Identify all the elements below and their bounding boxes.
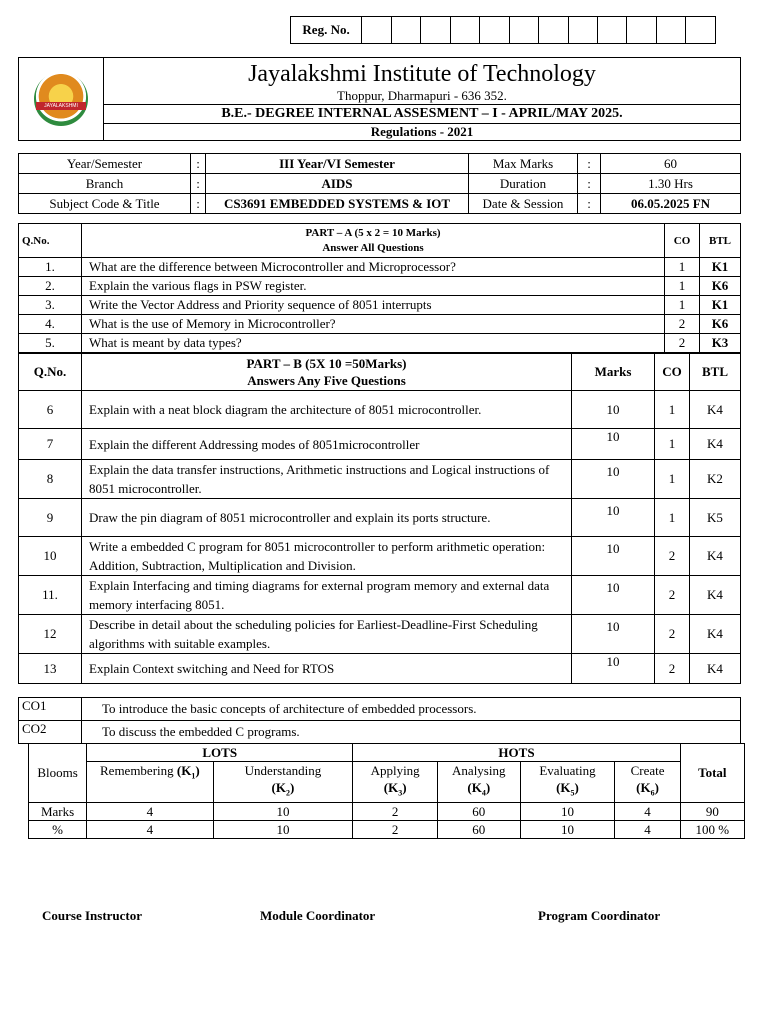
duration-value: 1.30 Hrs <box>601 174 741 194</box>
question-text: Explain Interfacing and timing diagrams for external program memory and external data memory interfacing 8051. <box>82 576 572 615</box>
question-marks: 10 <box>572 537 655 576</box>
question-btl: K5 <box>690 499 741 537</box>
question-btl: K6 <box>700 277 741 296</box>
question-btl: K4 <box>690 537 741 576</box>
percent-row-label: % <box>29 820 87 838</box>
question-co: 2 <box>655 576 690 615</box>
institute-logo <box>34 72 88 126</box>
question-text: What is the use of Memory in Microcontroller? <box>82 315 665 334</box>
logo-cell <box>19 58 104 141</box>
table-row <box>19 576 741 615</box>
subject-label: Subject Code & Title <box>19 194 191 214</box>
level-create: Create $(K_6)$ <box>615 762 680 803</box>
table-row <box>19 334 741 353</box>
reg-no-box <box>290 16 716 44</box>
question-number: 11. <box>19 576 82 615</box>
question-text: Explain with a neat block diagram the architecture of 8051 microcontroller. <box>82 391 572 429</box>
percent-total: 100 % <box>680 820 744 838</box>
table-row <box>29 802 745 820</box>
lots-header: LOTS <box>87 744 353 762</box>
level-applying: Applying $(K_3)$ <box>353 762 438 803</box>
year-value: III Year/VI Semester <box>206 154 469 174</box>
co-code: CO2 <box>19 721 82 744</box>
question-text: What is meant by data types? <box>82 334 665 353</box>
table-row <box>29 820 745 838</box>
level-evaluating: Evaluating $(K_5)$ <box>520 762 615 803</box>
question-text: Explain the different Addressing modes of 8051microcontroller <box>82 429 572 460</box>
question-btl: K6 <box>700 315 741 334</box>
marks-header: Marks <box>572 354 655 391</box>
percent-cell: 2 <box>353 820 438 838</box>
question-number: 10 <box>19 537 82 576</box>
question-btl: K4 <box>690 391 741 429</box>
percent-cell: 4 <box>87 820 213 838</box>
colon: : <box>191 154 206 174</box>
question-btl: K1 <box>700 296 741 315</box>
total-header: Total <box>680 744 744 803</box>
regulations: Regulations - 2021 <box>104 124 741 141</box>
logo-text: JAYALAKSHMI <box>36 102 86 110</box>
question-number: 12 <box>19 615 82 654</box>
marks-cell: 4 <box>87 802 213 820</box>
max-marks-value: 60 <box>601 154 741 174</box>
question-number: 7 <box>19 429 82 460</box>
marks-total: 90 <box>680 802 744 820</box>
question-co: 2 <box>665 334 700 353</box>
question-text: Explain Context switching and Need for RTOS <box>82 654 572 684</box>
reg-digit-box[interactable] <box>568 17 597 44</box>
table-row <box>19 315 741 334</box>
question-marks: 10 <box>572 499 655 537</box>
question-btl: K4 <box>690 615 741 654</box>
question-text: Write a embedded C program for 8051 microcontroller to perform arithmetic operation: Addition, Subtraction, Multiplication and Division. <box>82 537 572 576</box>
btl-header: BTL <box>690 354 741 391</box>
question-number: 5. <box>19 334 82 353</box>
reg-digit-box[interactable] <box>480 17 509 44</box>
question-number: 1. <box>19 258 82 277</box>
question-btl: K1 <box>700 258 741 277</box>
reg-digit-box[interactable] <box>421 17 450 44</box>
percent-cell: 10 <box>213 820 353 838</box>
table-row <box>19 537 741 576</box>
table-row <box>19 698 741 721</box>
subject-value: CS3691 EMBEDDED SYSTEMS & IOT <box>206 194 469 214</box>
colon: : <box>191 174 206 194</box>
co-code: CO1 <box>19 698 82 721</box>
table-row <box>19 499 741 537</box>
question-btl: K4 <box>690 576 741 615</box>
marks-cell: 10 <box>213 802 353 820</box>
question-co: 1 <box>655 429 690 460</box>
marks-cell: 4 <box>615 802 680 820</box>
question-marks: 10 <box>572 576 655 615</box>
question-marks: 10 <box>572 429 655 460</box>
part-a-title: PART – A (5 x 2 = 10 Marks) <box>305 226 441 239</box>
question-number: 8 <box>19 460 82 499</box>
institute-name: Jayalakshmi Institute of Technology <box>248 61 596 87</box>
part-b-title: PART – B (5X 10 =50Marks) <box>246 356 407 371</box>
question-co: 2 <box>655 615 690 654</box>
question-text: What are the difference between Microcontroller and Microprocessor? <box>82 258 665 277</box>
reg-digit-box[interactable] <box>656 17 685 44</box>
reg-digit-box[interactable] <box>627 17 656 44</box>
table-row <box>19 429 741 460</box>
question-number: 6 <box>19 391 82 429</box>
table-row <box>19 258 741 277</box>
duration-label: Duration <box>469 174 578 194</box>
question-number: 13 <box>19 654 82 684</box>
colon: : <box>578 194 601 214</box>
exam-info-table <box>18 153 741 214</box>
question-co: 1 <box>665 258 700 277</box>
qno-header: Q.No. <box>19 224 82 258</box>
reg-digit-box[interactable] <box>686 17 716 44</box>
part-b-table <box>18 353 741 684</box>
colon: : <box>578 154 601 174</box>
marks-cell: 10 <box>520 802 615 820</box>
branch-label: Branch <box>19 174 191 194</box>
question-text: Draw the pin diagram of 8051 microcontroller and explain its ports structure. <box>82 499 572 537</box>
part-b-subtitle: Answers Any Five Questions <box>247 373 406 388</box>
co-text: To discuss the embedded C programs. <box>82 721 741 744</box>
level-understanding: Understanding $(K_2)$ <box>213 762 353 803</box>
question-co: 2 <box>655 537 690 576</box>
question-marks: 10 <box>572 654 655 684</box>
question-co: 1 <box>665 277 700 296</box>
branch-value: AIDS <box>206 174 469 194</box>
exam-title: B.E.- DEGREE INTERNAL ASSESMENT – I - APRIL/MAY 2025. <box>104 105 741 124</box>
reg-digit-box[interactable] <box>391 17 420 44</box>
program-coordinator-signature: Program Coordinator <box>538 908 661 923</box>
question-text: Explain the various flags in PSW register. <box>82 277 665 296</box>
table-row <box>19 615 741 654</box>
max-marks-label: Max Marks <box>469 154 578 174</box>
year-label: Year/Semester <box>19 154 191 174</box>
blooms-label: Blooms <box>29 744 87 803</box>
level-remembering: Remembering $(K_1)$ <box>87 762 213 803</box>
module-coordinator-signature: Module Coordinator <box>260 908 376 923</box>
blooms-table <box>28 743 745 839</box>
table-row <box>19 277 741 296</box>
question-text: Explain the data transfer instructions, Arithmetic instructions and Logical instructions of 8051 microcontroller. <box>82 460 572 499</box>
qno-header: Q.No. <box>19 354 82 391</box>
question-number: 2. <box>19 277 82 296</box>
question-marks: 10 <box>572 615 655 654</box>
course-instructor-signature: Course Instructor <box>42 908 143 923</box>
reg-no-label: Reg. No. <box>291 17 362 44</box>
question-btl: K4 <box>690 429 741 460</box>
question-marks: 10 <box>572 391 655 429</box>
date-value: 06.05.2025 FN <box>601 194 741 214</box>
co-header: CO <box>655 354 690 391</box>
part-a-table <box>18 223 741 353</box>
question-number: 4. <box>19 315 82 334</box>
colon: : <box>191 194 206 214</box>
level-analysing: Analysing $(K_4)$ <box>437 762 520 803</box>
question-co: 2 <box>665 315 700 334</box>
hots-header: HOTS <box>353 744 680 762</box>
marks-cell: 60 <box>437 802 520 820</box>
question-btl: K3 <box>700 334 741 353</box>
table-row <box>19 654 741 684</box>
question-co: 1 <box>655 499 690 537</box>
institute-header <box>18 57 741 141</box>
percent-cell: 60 <box>437 820 520 838</box>
reg-digit-box[interactable] <box>450 17 479 44</box>
question-btl: K4 <box>690 654 741 684</box>
co-text: To introduce the basic concepts of architecture of embedded processors. <box>82 698 741 721</box>
table-row <box>19 460 741 499</box>
question-marks: 10 <box>572 460 655 499</box>
question-co: 2 <box>655 654 690 684</box>
institute-address: Thoppur, Dharmapuri - 636 352. <box>337 88 507 103</box>
table-row <box>19 296 741 315</box>
question-text: Write the Vector Address and Priority sequence of 8051 interrupts <box>82 296 665 315</box>
co-header: CO <box>665 224 700 258</box>
colon: : <box>578 174 601 194</box>
question-btl: K2 <box>690 460 741 499</box>
reg-digit-box[interactable] <box>598 17 627 44</box>
part-a-subtitle: Answer All Questions <box>322 241 424 254</box>
percent-cell: 10 <box>520 820 615 838</box>
question-co: 1 <box>655 391 690 429</box>
question-co: 1 <box>655 460 690 499</box>
question-number: 9 <box>19 499 82 537</box>
question-text: Describe in detail about the scheduling policies for Earliest-Deadline-First Scheduling algorithms with suitable examples. <box>82 615 572 654</box>
question-co: 1 <box>665 296 700 315</box>
reg-digit-box[interactable] <box>539 17 568 44</box>
marks-cell: 2 <box>353 802 438 820</box>
marks-row-label: Marks <box>29 802 87 820</box>
question-number: 3. <box>19 296 82 315</box>
percent-cell: 4 <box>615 820 680 838</box>
reg-digit-box[interactable] <box>362 17 391 44</box>
date-label: Date & Session <box>469 194 578 214</box>
btl-header: BTL <box>700 224 741 258</box>
table-row <box>19 721 741 744</box>
reg-digit-box[interactable] <box>509 17 538 44</box>
table-row <box>19 391 741 429</box>
course-outcomes-table <box>18 697 741 744</box>
